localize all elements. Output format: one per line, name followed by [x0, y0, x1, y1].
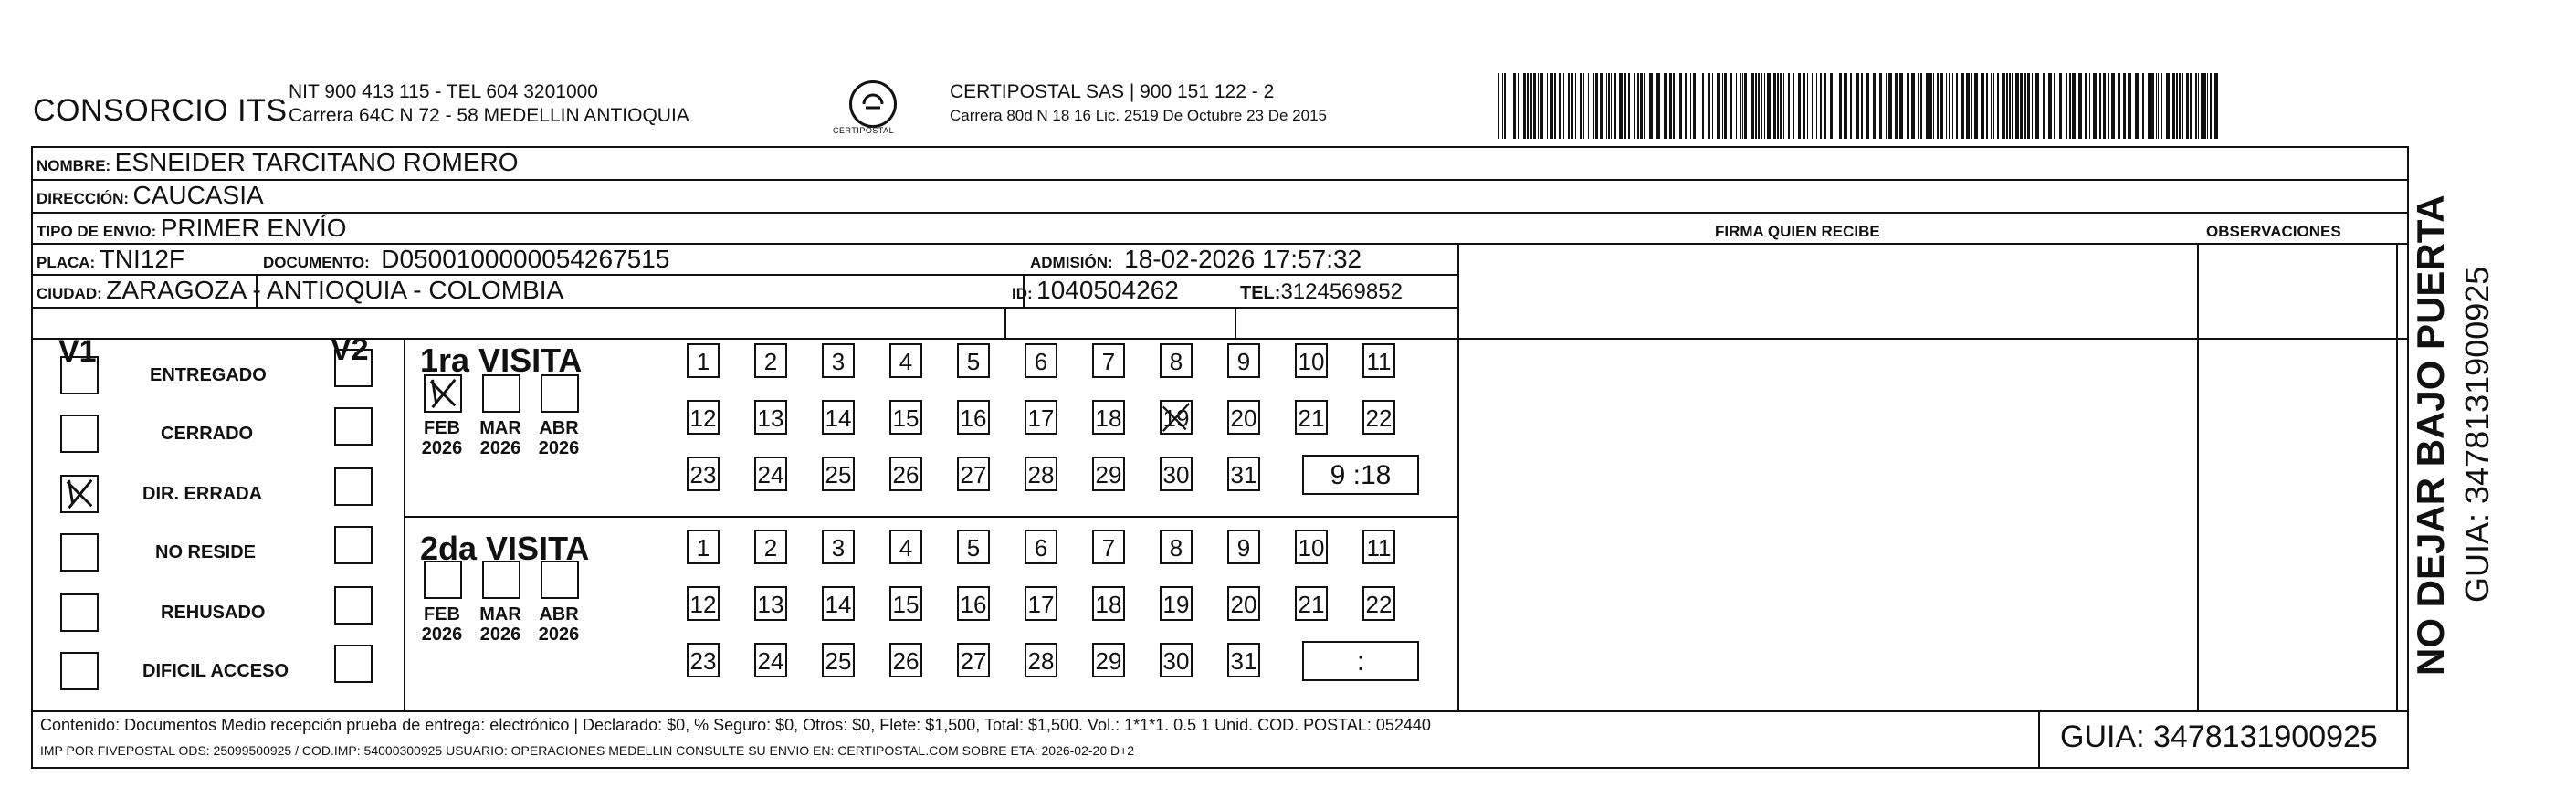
- second-visit-month-year: 2026: [538, 625, 580, 645]
- first-visit-month-checkbox-abr[interactable]: [541, 374, 579, 413]
- nombre-field: [37, 148, 519, 177]
- id-value: 1040504262: [1036, 276, 1179, 304]
- first-visit-month-year: 2026: [479, 438, 521, 458]
- second-visit-month-checkbox-mar[interactable]: [482, 561, 520, 599]
- second-visit-month-name: FEB: [424, 604, 460, 625]
- admision-value: 18-02-2026 17:57:32: [1124, 245, 1362, 273]
- placa-value: TNI12F: [99, 245, 185, 273]
- second-visit-day-box[interactable]: 7: [1092, 530, 1125, 564]
- admision-label: ADMISIÓN:: [1030, 254, 1113, 271]
- company-info: [289, 80, 689, 128]
- v1-label: V1: [58, 334, 97, 369]
- second-visit-day-box[interactable]: 4: [889, 530, 922, 564]
- second-visit-day-box[interactable]: 1: [687, 530, 720, 564]
- second-visit-day-box[interactable]: 16: [957, 586, 990, 621]
- first-visit-day-box[interactable]: 28: [1025, 457, 1057, 491]
- second-visit-day-box[interactable]: 28: [1025, 643, 1057, 677]
- first-visit-month-label-abr: [530, 418, 588, 458]
- documento-value: D0500100000054267515: [381, 245, 670, 273]
- certipostal-logo-icon: [849, 80, 897, 128]
- first-visit-day-box[interactable]: 26: [889, 457, 922, 491]
- first-visit-day-box[interactable]: 22: [1362, 400, 1395, 435]
- first-visit-day-box[interactable]: 19: [1160, 400, 1193, 435]
- barcode-icon: [1498, 73, 2219, 139]
- second-visit-day-box[interactable]: 20: [1227, 586, 1260, 621]
- first-visit-month-name: MAR: [479, 418, 521, 438]
- first-visit-day-box[interactable]: 6: [1025, 343, 1057, 378]
- second-visit-day-box[interactable]: 9: [1227, 530, 1260, 564]
- first-visit-day-box[interactable]: 4: [889, 343, 922, 378]
- second-visit-day-box[interactable]: 31: [1227, 643, 1260, 677]
- second-visit-day-box[interactable]: 12: [687, 586, 720, 621]
- first-visit-day-box[interactable]: 7: [1092, 343, 1125, 378]
- first-visit-day-box[interactable]: 13: [754, 400, 787, 435]
- v1-checkbox-rehusado[interactable]: [60, 593, 99, 632]
- first-visit-day-box[interactable]: 18: [1092, 400, 1125, 435]
- v2-checkbox-entregado[interactable]: [334, 349, 373, 387]
- second-visit-month-label-feb: [413, 604, 471, 645]
- second-visit-day-box[interactable]: 19: [1160, 586, 1193, 621]
- second-visit-day-box[interactable]: 23: [687, 643, 720, 677]
- status-label-rehusado: REHUSADO: [161, 603, 266, 623]
- second-visit-month-checkbox-abr[interactable]: [541, 561, 579, 599]
- guia-number: GUIA: 3478131900925: [2060, 719, 2378, 754]
- second-visit-time-field[interactable]: :: [1302, 641, 1419, 681]
- second-visit-day-box[interactable]: 18: [1092, 586, 1125, 621]
- first-visit-day-box[interactable]: 1: [687, 343, 720, 378]
- v1-checkbox-entregado[interactable]: [60, 356, 99, 394]
- second-visit-day-box[interactable]: 29: [1092, 643, 1125, 677]
- side-warning: NO DEJAR BAJO PUERTA: [2409, 194, 2452, 676]
- first-visit-day-box[interactable]: 2: [754, 343, 787, 378]
- tipo-envio-label: TIPO DE ENVIO:: [37, 223, 157, 240]
- second-visit-month-name: ABR: [539, 604, 579, 625]
- first-visit-day-box[interactable]: 9: [1227, 343, 1260, 378]
- second-visit-month-label-abr: [530, 604, 588, 645]
- first-visit-day-box[interactable]: 23: [687, 457, 720, 491]
- nombre-label: NOMBRE:: [37, 157, 111, 174]
- first-visit-day-box[interactable]: 14: [822, 400, 855, 435]
- v1-checkbox-dificil-acceso[interactable]: [60, 652, 99, 690]
- certipostal-nit: CERTIPOSTAL SAS | 900 151 122 - 2: [950, 81, 1275, 102]
- v2-checkbox-dir-errada[interactable]: [334, 467, 373, 506]
- tel-label: TEL:: [1240, 283, 1281, 303]
- company-name: CONSORCIO ITS: [33, 93, 288, 128]
- second-visit-day-box[interactable]: 11: [1362, 530, 1395, 564]
- second-visit-title: 2da VISITA: [420, 530, 590, 567]
- first-visit-day-box[interactable]: 30: [1160, 457, 1193, 491]
- tel-field: [1240, 279, 1403, 305]
- observaciones-header: OBSERVACIONES: [2206, 223, 2341, 240]
- first-visit-title: 1ra VISITA: [420, 341, 583, 379]
- certipostal-address: Carrera 80d N 18 16 Lic. 2519 De Octubre 23 De 2015: [950, 107, 1327, 124]
- first-visit-time-field[interactable]: 9 :18: [1302, 455, 1419, 495]
- first-visit-month-label-feb: [413, 418, 471, 458]
- admision-field: [1030, 245, 1362, 274]
- v2-checkbox-rehusado[interactable]: [334, 586, 373, 625]
- second-visit-month-checkbox-feb[interactable]: [424, 561, 462, 599]
- status-label-cerrado: CERRADO: [161, 424, 254, 444]
- first-visit-month-name: ABR: [539, 418, 579, 438]
- second-visit-day-box[interactable]: 30: [1160, 643, 1193, 677]
- second-visit-day-box[interactable]: 2: [754, 530, 787, 564]
- second-visit-day-box[interactable]: 10: [1295, 530, 1328, 564]
- ciudad-field: [37, 276, 563, 305]
- first-visit-day-box[interactable]: 8: [1160, 343, 1193, 378]
- second-visit-day-box[interactable]: 26: [889, 643, 922, 677]
- second-visit-day-box[interactable]: 8: [1160, 530, 1193, 564]
- second-visit-month-year: 2026: [421, 625, 463, 645]
- first-visit-day-box[interactable]: 10: [1295, 343, 1328, 378]
- first-visit-month-checkbox-feb[interactable]: [424, 374, 462, 413]
- second-visit-day-box[interactable]: 25: [822, 643, 855, 677]
- v2-checkbox-dificil-acceso[interactable]: [334, 645, 373, 683]
- first-visit-day-box[interactable]: 31: [1227, 457, 1260, 491]
- ciudad-value: ZARAGOZA - ANTIOQUIA - COLOMBIA: [106, 276, 564, 304]
- shipping-form: [31, 146, 2409, 769]
- status-label-no-reside: NO RESIDE: [155, 542, 257, 562]
- first-visit-day-box[interactable]: 29: [1092, 457, 1125, 491]
- second-visit-day-box[interactable]: 14: [822, 586, 855, 621]
- v1-checkbox-dir-errada[interactable]: [60, 475, 99, 513]
- ciudad-label: CIUDAD:: [37, 285, 102, 302]
- nombre-value: ESNEIDER TARCITANO ROMERO: [114, 148, 519, 176]
- direccion-label: DIRECCIÓN:: [37, 190, 130, 207]
- documento-label: DOCUMENTO:: [263, 254, 370, 271]
- first-visit-day-box[interactable]: 21: [1295, 400, 1328, 435]
- company-nit: NIT 900 413 115 - TEL 604 3201000: [289, 81, 598, 102]
- second-visit-day-box[interactable]: 27: [957, 643, 990, 677]
- first-visit-month-year: 2026: [421, 438, 463, 458]
- second-visit-month-year: 2026: [479, 625, 521, 645]
- second-visit-month-label-mar: [471, 604, 530, 645]
- v1-checkbox-no-reside[interactable]: [60, 533, 99, 572]
- footer-contents: Contenido: Documentos Medio recepción prueba de entrega: electrónico | Declarado: $0, % Seguro: $0, Otros: $0, Flete: $1,500, Total: $1,500. Vol.: 1*1*1. 0.5 1 Unid. COD. POSTAL: 052440: [40, 716, 1431, 734]
- first-visit-month-year: 2026: [538, 438, 580, 458]
- status-label-dificil-acceso: DIFICIL ACCESO: [142, 661, 289, 681]
- company-address: Carrera 64C N 72 - 58 MEDELLIN ANTIOQUIA: [289, 105, 689, 126]
- first-visit-day-box[interactable]: 12: [687, 400, 720, 435]
- id-label: ID:: [1012, 285, 1033, 302]
- first-visit-month-label-mar: [471, 418, 530, 458]
- logo-caption: CERTIPOSTAL: [833, 126, 895, 135]
- direccion-field: [37, 181, 264, 210]
- second-visit-day-box[interactable]: 3: [822, 530, 855, 564]
- second-visit-day-box[interactable]: 17: [1025, 586, 1057, 621]
- id-field: [1012, 276, 1179, 305]
- footer-print-info: IMP POR FIVEPOSTAL ODS: 25099500925 / COD.IMP: 54000300925 USUARIO: OPERACIONES MEDELLIN CONSULTE SU ENVIO EN: CERTIPOSTAL.COM SOBRE ETA: 2026-02-20 D+2: [40, 743, 1135, 758]
- second-visit-day-box[interactable]: 21: [1295, 586, 1328, 621]
- second-visit-month-name: MAR: [479, 604, 521, 625]
- second-visit-day-box[interactable]: 22: [1362, 586, 1395, 621]
- v1-checkbox-cerrado[interactable]: [60, 415, 99, 453]
- firma-header: FIRMA QUIEN RECIBE: [1715, 223, 1880, 240]
- certipostal-info: [950, 80, 1327, 128]
- first-visit-day-box[interactable]: 11: [1362, 343, 1395, 378]
- first-visit-day-box[interactable]: 20: [1227, 400, 1260, 435]
- tel-value: 3124569852: [1280, 279, 1403, 304]
- second-visit-day-box[interactable]: 5: [957, 530, 990, 564]
- placa-label: PLACA:: [37, 254, 96, 271]
- first-visit-day-box[interactable]: 25: [822, 457, 855, 491]
- side-guia: GUIA: 3478131900925: [2458, 266, 2496, 603]
- first-visit-day-box[interactable]: 5: [957, 343, 990, 378]
- status-label-dir-errada: DIR. ERRADA: [142, 484, 263, 504]
- first-visit-day-box[interactable]: 24: [754, 457, 787, 491]
- first-visit-day-box[interactable]: 3: [822, 343, 855, 378]
- first-visit-day-box[interactable]: 16: [957, 400, 990, 435]
- first-visit-day-box[interactable]: 17: [1025, 400, 1057, 435]
- v2-checkbox-cerrado[interactable]: [334, 407, 373, 446]
- first-visit-month-checkbox-mar[interactable]: [482, 374, 520, 413]
- tipo-envio-value: PRIMER ENVÍO: [160, 214, 347, 242]
- first-visit-day-box[interactable]: 15: [889, 400, 922, 435]
- documento-field: [263, 245, 669, 274]
- second-visit-day-box[interactable]: 15: [889, 586, 922, 621]
- status-label-entregado: ENTREGADO: [150, 365, 267, 385]
- placa-field: [37, 245, 184, 274]
- second-visit-day-box[interactable]: 6: [1025, 530, 1057, 564]
- first-visit-day-box[interactable]: 27: [957, 457, 990, 491]
- second-visit-day-box[interactable]: 13: [754, 586, 787, 621]
- v2-label: V2: [331, 332, 369, 367]
- v2-checkbox-no-reside[interactable]: [334, 526, 373, 564]
- second-visit-day-box[interactable]: 24: [754, 643, 787, 677]
- first-visit-month-name: FEB: [424, 418, 460, 438]
- direccion-value: CAUCASIA: [132, 181, 264, 209]
- tipo-envio-field: [37, 214, 347, 243]
